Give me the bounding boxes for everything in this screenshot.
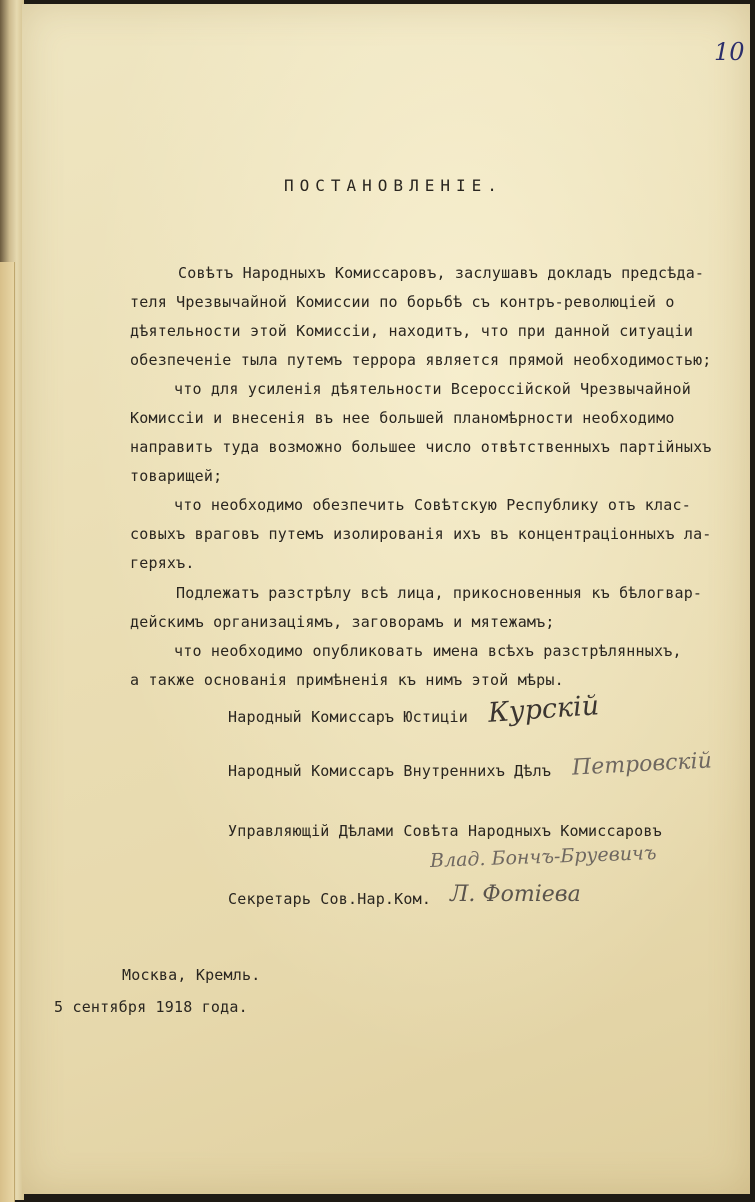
signature-justice: Курскій — [487, 690, 601, 729]
body-line: теля Чрезвычайной Комиссии по борьбѣ съ контръ-революціей о — [130, 293, 675, 311]
page-number: 10 — [714, 38, 745, 66]
signatory-manager: Управляющій Дѣлами Совѣта Народныхъ Комиссаровъ — [228, 822, 662, 840]
binding-strip — [0, 262, 15, 1202]
document-sheet — [22, 4, 750, 1194]
body-line: совыхъ враговъ путемъ изолированія ихъ въ концентраціонныхъ ла- — [130, 525, 712, 543]
body-line: Совѣтъ Народныхъ Комиссаровъ, заслушавъ докладъ предсѣда- — [178, 264, 705, 282]
body-line: что необходимо опубликовать имена всѣхъ разстрѣлянныхъ, — [174, 642, 682, 660]
body-line: товарищей; — [130, 467, 223, 485]
signatory-justice: Народный Комиссаръ Юстиціи — [228, 708, 468, 726]
body-line: Подлежатъ разстрѣлу всѣ лица, прикосновенныя къ бѣлогвар- — [176, 584, 703, 602]
body-line: что для усиленія дѣятельности Всероссійской Чрезвычайной — [174, 380, 691, 398]
signature-secretary: Л. Фотіева — [450, 882, 581, 907]
body-line: дейскимъ организаціямъ, заговорамъ и мятежамъ; — [130, 613, 555, 631]
body-line: Комиссіи и внесенія въ нее большей планомѣрности необходимо — [130, 409, 675, 427]
document-date: 5 сентября 1918 года. — [54, 998, 248, 1016]
signatory-secretary: Секретарь Сов.Нар.Ком. — [228, 890, 432, 908]
signature-interior: Петровскій — [571, 748, 713, 781]
document-title: ПОСТАНОВЛЕНІЕ. — [284, 176, 503, 195]
body-line: а также основанія примѣненія къ нимъ этой мѣры. — [130, 671, 564, 689]
body-line: дѣятельности этой Комиссіи, находитъ, что при данной ситуаціи — [130, 322, 694, 340]
signatory-interior: Народный Комиссаръ Внутреннихъ Дѣлъ — [228, 762, 552, 780]
body-line: геряхъ. — [130, 554, 195, 572]
body-line: направить туда возможно большее число отвѣтственныхъ партійныхъ — [130, 438, 712, 456]
signature-manager: Влад. Бончъ-Бруевичъ — [429, 842, 657, 872]
place: Москва, Кремль. — [122, 966, 261, 984]
body-line: обезпеченіе тыла путемъ террора является прямой необходимостью; — [130, 351, 712, 369]
body-line: что необходимо обезпечить Совѣтскую Республику отъ клас- — [174, 496, 691, 514]
